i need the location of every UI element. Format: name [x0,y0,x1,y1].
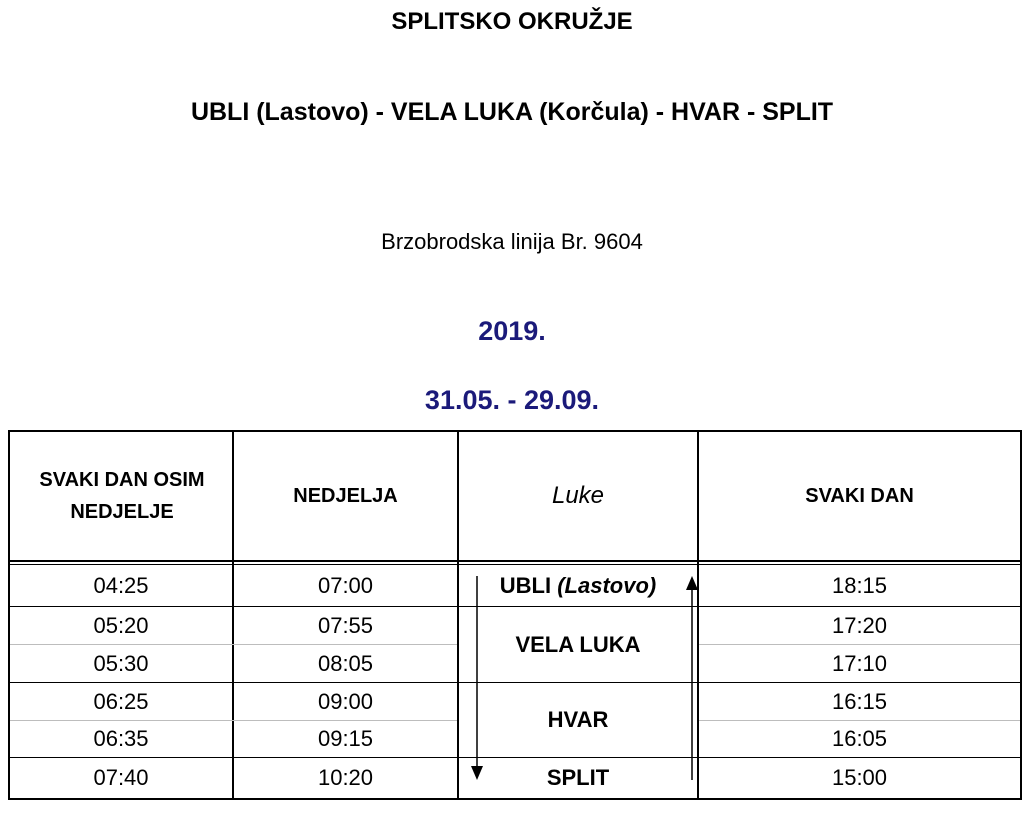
time-weekdays: 05:20 [93,612,149,638]
time-weekdays: 05:30 [93,650,149,676]
route-title: UBLI (Lastovo) - VELA LUKA (Korčula) - HVAR - SPLIT [190,98,834,126]
time-daily: 17:20 [831,612,888,638]
port-island: (Lastovo) [557,573,657,598]
header-daily: SVAKI DAN [805,485,914,507]
port-vela-luka: VELA LUKA [515,631,641,657]
table-border-right [1020,430,1022,800]
port-hvar: HVAR [547,707,609,732]
time-daily: 16:15 [831,688,888,714]
time-sunday: 08:05 [317,650,374,676]
time-sunday: 07:00 [317,573,374,598]
time-daily: 16:05 [831,726,888,751]
down-arrow [471,576,483,780]
header-sunday: NEDJELJA [293,485,398,507]
line-label: Brzobrodska linija Br. 9604 [381,229,643,254]
period-label: 31.05. - 29.09. [424,385,600,415]
time-weekdays: 06:25 [93,688,149,714]
port-split: SPLIT [546,765,610,790]
time-daily: 17:10 [831,650,888,676]
time-daily: 15:00 [831,765,888,790]
year-label: 2019. [478,316,546,346]
region-title: SPLITSKO OKRUŽJE [391,8,633,35]
header-ports: Luke [551,482,605,509]
time-sunday: 07:55 [317,612,374,638]
time-sunday: 10:20 [317,765,374,790]
header-weekdays: SVAKI DAN OSIM NEDJELJE [39,469,205,523]
up-arrow [686,576,698,780]
direction-arrows [457,562,699,798]
timetable [8,430,1022,800]
time-weekdays: 07:40 [93,765,149,790]
time-sunday: 09:00 [317,688,374,714]
port-name: UBLI [499,573,552,598]
time-sunday: 09:15 [317,726,374,751]
time-daily: 18:15 [831,573,888,598]
time-weekdays: 04:25 [93,573,149,598]
time-weekdays: 06:35 [93,726,149,751]
table-border-bottom [8,798,1022,800]
